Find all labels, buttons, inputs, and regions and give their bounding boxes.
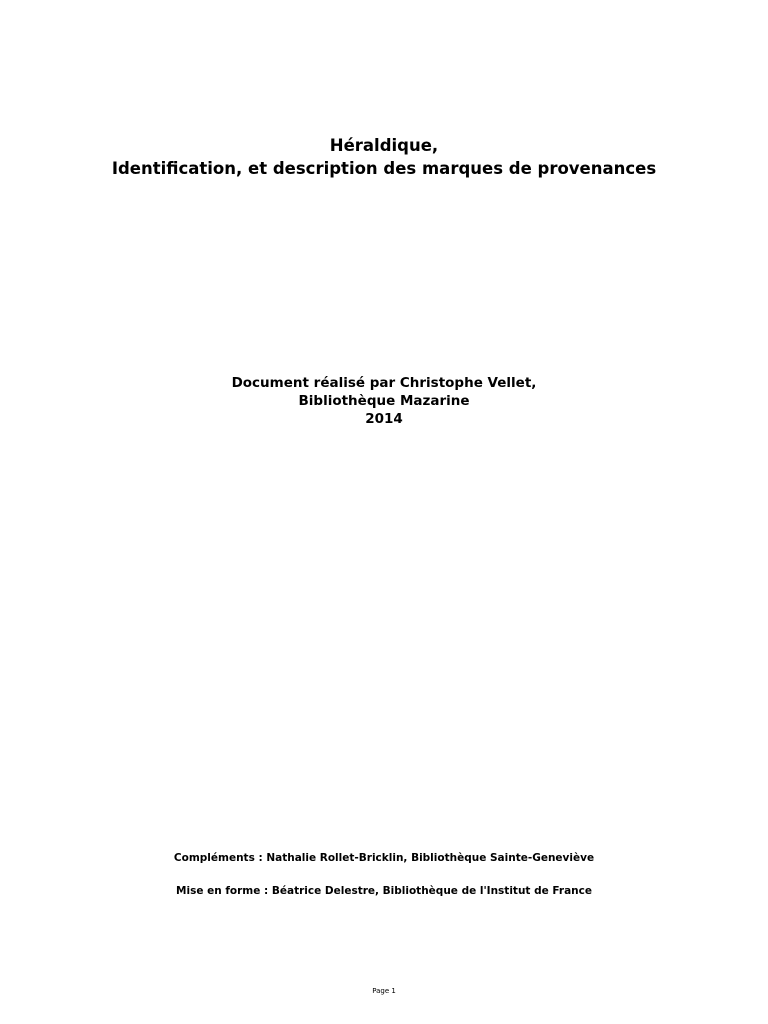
author-block [0,374,768,428]
complements-credit: Compléments : Nathalie Rollet-Bricklin, Bibliothèque Sainte-Geneviève [173,852,595,864]
institution-line: Bibliothèque Mazarine [298,393,470,409]
page-number: Page 1 [372,987,396,995]
author-line: Document réalisé par Christophe Vellet, [231,375,537,391]
year-line: 2014 [365,411,403,427]
title-line-1: Héraldique, [329,136,439,155]
document-title [0,134,768,180]
layout-credit: Mise en forme : Béatrice Delestre, Bibliothèque de l'Institut de France [176,885,592,897]
title-line-2: Identification, et description des marques de provenances [111,159,657,178]
